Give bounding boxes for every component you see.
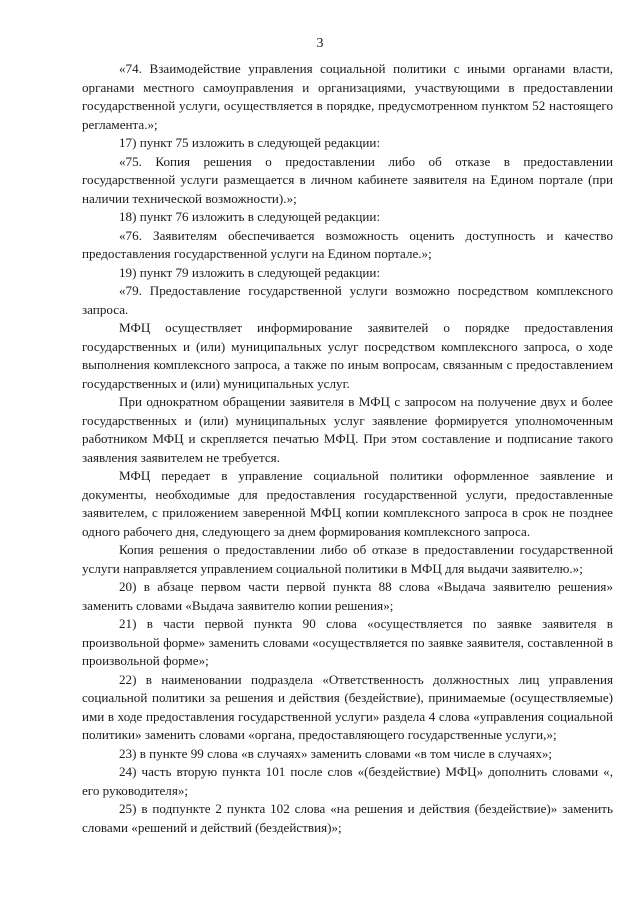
amendment-19: 19) пункт 79 изложить в следующей редакции: [119,264,381,280]
document-body [82,60,613,837]
amendment-17: 17) пункт 75 изложить в следующей редакции: [119,135,381,150]
paragraph-mfc-informing: МФЦ осуществляет информирование заявителей о порядке предоставления государственных и (или) муниципальных услуг посредством комплексного запроса, о ходе выполнения комплексного запроса, а также по иным вопросам, связанным с предоставлением государственных и (или) муниципальных услуг. [82,320,613,391]
paragraph-item-74: «74. Взаимодействие управления социальной политики с иными органами власти, органами местного самоуправления и организациями, участвующими в предоставлении государственной услуги, осуществляется в порядке, предусмотренном пунктом 52 настоящего регламента.»; [82,61,613,132]
amendment-21: 21) в части первой пункта 90 слова «осуществляется по заявке заявителя в произвольной форме» заменить словами «осуществляется по заявке заявителя, составленной в произвольной форме»; [82,616,613,668]
paragraph-item-79: «79. Предоставление государственной услуги возможно посредством комплексного запроса. [82,283,613,317]
paragraph-decision-copy: Копия решения о предоставлении либо об отказе в предоставлении государственной услуги направляется управлением социальной политики в МФЦ для выдачи заявителю.»; [82,542,613,576]
page-number: 3 [316,36,324,51]
amendment-20: 20) в абзаце первом части первой пункта 88 слова «Выдача заявителю решения» заменить словами «Выдача заявителю копии решения»; [82,579,613,613]
amendment-25: 25) в подпункте 2 пункта 102 слова «на решения и действия (бездействие)» заменить словами «решений и действий (бездействия)»; [82,801,613,835]
amendment-23: 23) в пункте 99 слова «в случаях» заменить словами «в том числе в случаях»; [119,745,553,761]
paragraph-mfc-transfer: МФЦ передает в управление социальной политики оформленное заявление и документы, необходимые для предоставления государственной услуги, предоставленные заявителем, с приложением заверенной МФЦ копии комплексного запроса в срок не позднее одного рабочего дня, следующего за днем формирования комплексного запроса. [82,468,613,539]
paragraph-single-request: При однократном обращении заявителя в МФЦ с запросом на получение двух и более государственных и (или) муниципальных услуг заявление формируется уполномоченным работником МФЦ и скрепляется печатью МФЦ. При этом составление и подписание такого заявления заявителем не требуется. [82,394,613,465]
paragraph-item-75: «75. Копия решения о предоставлении либо об отказе в предоставлении государственной услуги размещается в личном кабинете заявителя на Едином портале (при наличии технической возможности).»; [82,153,613,206]
amendment-18: 18) пункт 76 изложить в следующей редакции: [119,209,381,224]
paragraph-item-76: «76. Заявителям обеспечивается возможность оценить доступность и качество предоставления государственной услуги на Едином портале.»; [82,227,613,261]
amendment-24: 24) часть вторую пункта 101 после слов «(бездействие) МФЦ» дополнить словами «, его руководителя»; [82,764,613,798]
amendment-22: 22) в наименовании подраздела «Ответственность должностных лиц управления социальной политики за решения и действия (бездействие), принимаемые (осуществляемые) ими в ходе предоставления государственной услуги» раздела 4 слова «управления социальной политики» заменить словами «органа, предоставляющего государственные услуги,»; [82,671,613,742]
